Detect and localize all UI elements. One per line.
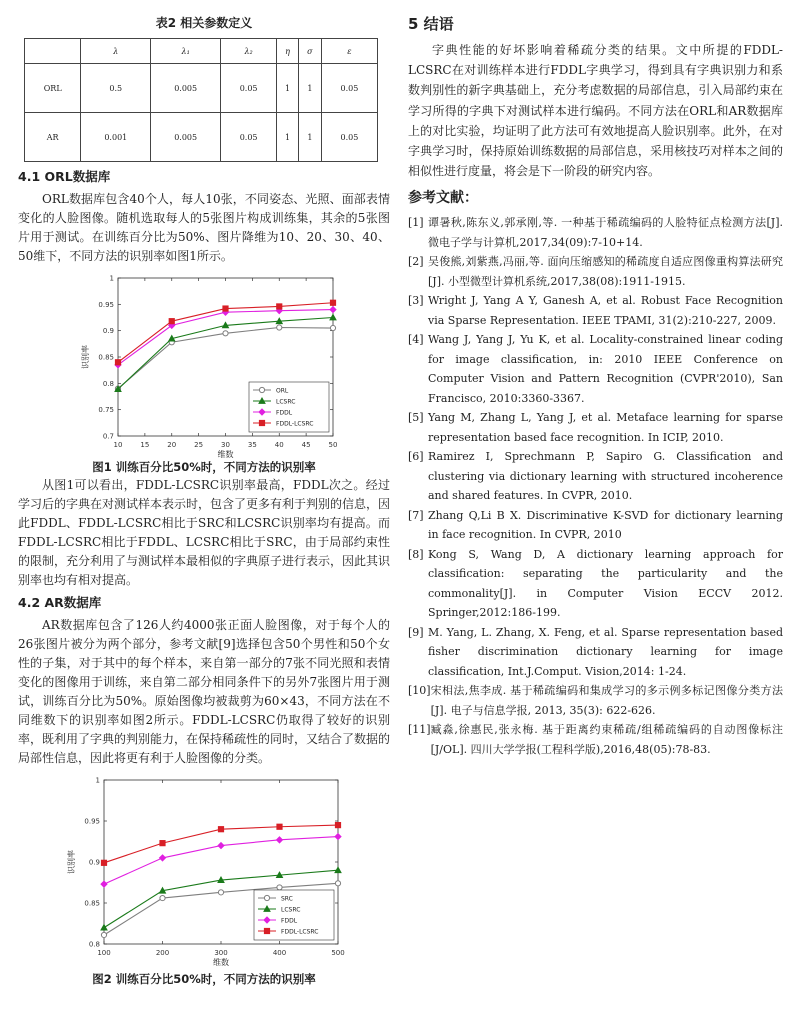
y-tick-label: 0.9 bbox=[102, 327, 114, 336]
reference-number: [8] bbox=[408, 547, 424, 561]
table-cell: 0.005 bbox=[151, 64, 221, 113]
section-heading-4-2: 4.2 AR数据库 bbox=[18, 595, 102, 610]
table-cell: 1 bbox=[298, 64, 321, 113]
table-header-row bbox=[25, 39, 378, 64]
data-point-orl bbox=[277, 325, 282, 330]
reference-number: [5] bbox=[408, 411, 424, 425]
x-tick-label: 30 bbox=[221, 441, 230, 449]
data-point-fddl-lcsrc bbox=[277, 304, 282, 309]
table-cell: AR bbox=[25, 113, 81, 162]
reference-text: Kong S, Wang D, A dictionary learning approach for classification: separating the particularity and the commonality[J]. in Computer Vision ECCV 2012. Springer,2012:186-199. bbox=[428, 547, 783, 620]
y-tick-label: 1 bbox=[109, 274, 114, 283]
legend-marker bbox=[259, 420, 264, 425]
paragraph-fig1-analysis: 从图1可以看出，FDDL-LCSRC识别率最高，FDDL次之。经过学习后的字典在对测试样本表示时，包含了更多有利于判别的信息，因此FDDL、FDDL-LCSRC相比于SRC和LCSRC识别率均有提高。而FDDL-LCSRC相比于FDDL、LCSRC相比于SRC，由于局部约束性的限制，充分利用了与测试样本最相似的字典原子进行表示，因此其识别率也均有相对提高。 bbox=[18, 478, 391, 587]
reference-text: Yang M, Zhang L, Yang J, et al. Metaface learning for sparse representation based face recognition. In ICIP, 2010. bbox=[428, 411, 783, 444]
x-tick-label: 100 bbox=[97, 949, 111, 957]
y-tick-label: 0.85 bbox=[98, 353, 114, 362]
reference-item bbox=[408, 623, 783, 682]
table-header-cell: σ bbox=[298, 39, 321, 64]
reference-number: [11] bbox=[408, 723, 431, 737]
data-point-orl bbox=[330, 325, 335, 330]
reference-text: Ramirez I, Sprechmann P, Sapiro G. Classification and clustering via dictionary learning with structured incoherence and shared features. In CVPR, 2010. bbox=[428, 450, 783, 503]
reference-text: 吴俊熊,刘紫燕,冯丽,等. 面向压缩感知的稀疏度自适应图像重构算法研究[J]. 小型微型计算机系统,2017,38(08):1911-1915. bbox=[428, 255, 783, 288]
table-cell: 0.001 bbox=[81, 113, 151, 162]
x-tick-label: 25 bbox=[194, 441, 204, 449]
reference-number: [10] bbox=[408, 684, 431, 698]
left-column bbox=[18, 0, 390, 988]
x-tick-label: 500 bbox=[331, 949, 345, 957]
y-axis-label: 识别率 bbox=[81, 345, 90, 369]
y-tick-label: 0.95 bbox=[98, 300, 114, 309]
reference-item bbox=[408, 506, 783, 545]
data-point-src bbox=[277, 885, 282, 890]
table-header-cell: λ₁ bbox=[151, 39, 221, 64]
data-point-fddl-lcsrc bbox=[101, 860, 106, 865]
data-point-fddl-lcsrc bbox=[160, 841, 165, 846]
data-point-fddl-lcsrc bbox=[218, 827, 223, 832]
y-tick-label: 0.8 bbox=[102, 379, 114, 388]
table-cell: 1 bbox=[277, 113, 299, 162]
x-tick-label: 15 bbox=[140, 441, 150, 449]
x-tick-label: 300 bbox=[214, 949, 228, 957]
parameter-table bbox=[24, 38, 378, 162]
reference-text: Zhang Q,Li B X. Discriminative K-SVD for dictionary learning in face recognition. In CVPR, 2010 bbox=[428, 508, 783, 542]
y-axis-label: 识别率 bbox=[67, 850, 76, 874]
reference-item bbox=[408, 291, 783, 330]
legend-marker bbox=[264, 895, 269, 900]
x-tick-label: 40 bbox=[274, 441, 284, 449]
table-header-cell: ε bbox=[321, 39, 377, 64]
data-point-src bbox=[218, 890, 223, 895]
paragraph-orl: ORL数据库包含40个人，每人10张，不同姿态、光照、面部表情变化的人脸图像。随机选取每人的5张图片构成训练集，其余的5张图片用于测试。在训练百分比为50%、图片降维为10、20、30、40、50维下，不同方法的识别率如图1所示。 bbox=[18, 192, 390, 263]
figure-2-chart bbox=[18, 772, 390, 970]
data-point-src bbox=[160, 895, 165, 900]
x-tick-label: 35 bbox=[247, 441, 257, 449]
figure-1-chart bbox=[18, 270, 390, 458]
x-tick-label: 10 bbox=[113, 441, 123, 449]
reference-list bbox=[408, 213, 783, 759]
table-header-cell bbox=[25, 39, 81, 64]
table-cell: 1 bbox=[298, 113, 321, 162]
figure-2 bbox=[18, 772, 390, 970]
y-tick-label: 0.9 bbox=[88, 858, 100, 867]
reference-item bbox=[408, 330, 783, 408]
reference-number: [1] bbox=[408, 216, 424, 230]
reference-number: [6] bbox=[408, 450, 424, 464]
x-tick-label: 20 bbox=[167, 441, 177, 449]
figure-1-caption: 图1 训练百分比50%时，不同方法的识别率 bbox=[92, 460, 316, 474]
reference-text: 谭暑秋,陈东义,郭承刚,等. 一种基于稀疏编码的人脸特征点检测方法[J]. 微电子学与计算机,2017,34(09):7-10+14. bbox=[428, 216, 783, 249]
x-tick-label: 400 bbox=[272, 949, 287, 957]
data-point-src bbox=[335, 881, 340, 886]
data-point-fddl-lcsrc bbox=[330, 300, 335, 305]
reference-text: M. Yang, L. Zhang, X. Feng, et al. Sparse representation based fisher discrimination dictionary learning for image classification, Int.J.Comput. Vision,2014: 1-24. bbox=[428, 625, 783, 678]
legend-label: LCSRC bbox=[276, 398, 296, 406]
x-tick-label: 50 bbox=[328, 441, 338, 449]
reference-text: 臧淼,徐惠民,张永梅. 基于距离约束稀疏/组稀疏编码的自动图像标注[J/OL]. 四川大学学报(工程科学版),2016,48(05):78-83. bbox=[430, 723, 783, 756]
x-axis-label: 维数 bbox=[213, 958, 229, 967]
legend-label: FDDL-LCSRC bbox=[281, 928, 319, 936]
paragraph-ar: AR数据库包含了126人约4000张正面人脸图像，对于每个人的26张图片被分为两个部分，参考文献[9]选择包含50个男性和50个女性的子集，对于其中的每个样本，来自第一部分的7张不同光照和表情变化的图像用于训练，来自第二部分相同条件下的另外7张图片用于测试，训练百分比为50%。原始图像均被裁剪为60×43，不同方法在不同维数下的识别率如图2所示。FDDL-LCSRC仍取得了较好的识别率，既利用了字典的判别能力，在保持稀疏性的同时，又结合了数据的局部性信息，因此将更有利于人脸图像的分类。 bbox=[18, 618, 391, 765]
reference-number: [2] bbox=[408, 255, 424, 269]
figure-1 bbox=[18, 270, 390, 458]
table-caption: 表2 相关参数定义 bbox=[155, 16, 253, 30]
table-cell: ORL bbox=[25, 64, 81, 113]
reference-text: Wright J, Yang A Y, Ganesh A, et al. Robust Face Recognition via Sparse Representation. IEEE TPAMI, 31(2):210-227, 2009. bbox=[428, 294, 783, 327]
table-cell: 0.05 bbox=[221, 64, 277, 113]
data-point-fddl-lcsrc bbox=[335, 823, 340, 828]
data-point-fddl-lcsrc bbox=[115, 360, 120, 365]
table-cell: 0.05 bbox=[321, 113, 377, 162]
reference-number: [7] bbox=[408, 508, 424, 522]
table-cell: 0.005 bbox=[151, 113, 221, 162]
reference-item bbox=[408, 681, 783, 720]
y-tick-label: 0.8 bbox=[88, 940, 100, 949]
table-cell: 0.5 bbox=[81, 64, 151, 113]
legend-marker bbox=[259, 387, 264, 392]
table-header-cell: λ₂ bbox=[221, 39, 277, 64]
reference-item bbox=[408, 408, 783, 447]
reference-text: Wang J, Yang J, Yu K, et al. Locality-constrained linear coding for image classification, in: 2010 IEEE Conference on Computer Vision and Pattern Recognition (CVPR'2010), San Francisco, 2010:3360-3367. bbox=[428, 333, 783, 405]
table-cell: 0.05 bbox=[321, 64, 377, 113]
figure-2-caption: 图2 训练百分比50%时，不同方法的识别率 bbox=[92, 972, 316, 986]
data-point-fddl-lcsrc bbox=[277, 824, 282, 829]
y-tick-label: 0.7 bbox=[102, 432, 114, 441]
table-header-cell: λ bbox=[81, 39, 151, 64]
x-axis-label: 维数 bbox=[217, 450, 234, 458]
data-point-fddl-lcsrc bbox=[169, 319, 174, 324]
table-row bbox=[25, 64, 378, 113]
reference-item bbox=[408, 720, 783, 759]
x-tick-label: 45 bbox=[301, 441, 311, 449]
legend-label: LCSRC bbox=[281, 906, 301, 914]
data-point-orl bbox=[223, 331, 228, 336]
data-point-src bbox=[101, 932, 106, 937]
table-cell: 0.05 bbox=[221, 113, 277, 162]
legend-label: FDDL bbox=[281, 917, 298, 925]
y-tick-label: 1 bbox=[95, 776, 100, 785]
reference-number: [4] bbox=[408, 333, 424, 347]
reference-text: 宋相法,焦李成. 基于稀疏编码和集成学习的多示例多标记图像分类方法[J]. 电子与信息学报, 2013, 35(3): 622-626. bbox=[430, 684, 783, 717]
reference-number: [9] bbox=[408, 625, 424, 639]
table-header-cell: η bbox=[277, 39, 299, 64]
reference-item bbox=[408, 213, 783, 252]
reference-number: [3] bbox=[408, 294, 424, 308]
reference-item bbox=[408, 252, 783, 291]
section-heading-5: 5 结语 bbox=[408, 15, 454, 33]
reference-item bbox=[408, 545, 783, 623]
table-row bbox=[25, 113, 378, 162]
data-point-fddl-lcsrc bbox=[223, 306, 228, 311]
legend-label: FDDL bbox=[276, 409, 293, 417]
right-column bbox=[408, 0, 783, 759]
y-tick-label: 0.75 bbox=[98, 406, 114, 415]
legend-label: SRC bbox=[281, 895, 293, 903]
legend-label: FDDL-LCSRC bbox=[276, 420, 314, 428]
legend-label: ORL bbox=[276, 387, 289, 395]
legend-marker bbox=[264, 928, 269, 933]
x-tick-label: 200 bbox=[155, 949, 170, 957]
section-heading-4-1: 4.1 ORL数据库 bbox=[18, 169, 111, 184]
y-tick-label: 0.85 bbox=[84, 899, 100, 908]
table-cell: 1 bbox=[277, 64, 299, 113]
paragraph-conclusion: 字典性能的好坏影响着稀疏分类的结果。文中所提的FDDL-LCSRC在对训练样本进行FDDL字典学习，得到具有字典识别力和系数判别性的新字典基础上，充分考虑数据的局部信息，引入局部约束在学习所得的字典下对测试样本进行编码。不同方法在ORL和AR数据库上的对比实验，均证明了此方法可有效地提高人脸识别率。此外，在对字典学习时，保持原始训练数据的局部信息，采用核技巧对样本之间的相似性进行度量，将会是下一阶段的研究内容。 bbox=[408, 43, 783, 179]
reference-item bbox=[408, 447, 783, 506]
y-tick-label: 0.95 bbox=[84, 817, 100, 826]
references-heading: 参考文献： bbox=[408, 190, 478, 207]
